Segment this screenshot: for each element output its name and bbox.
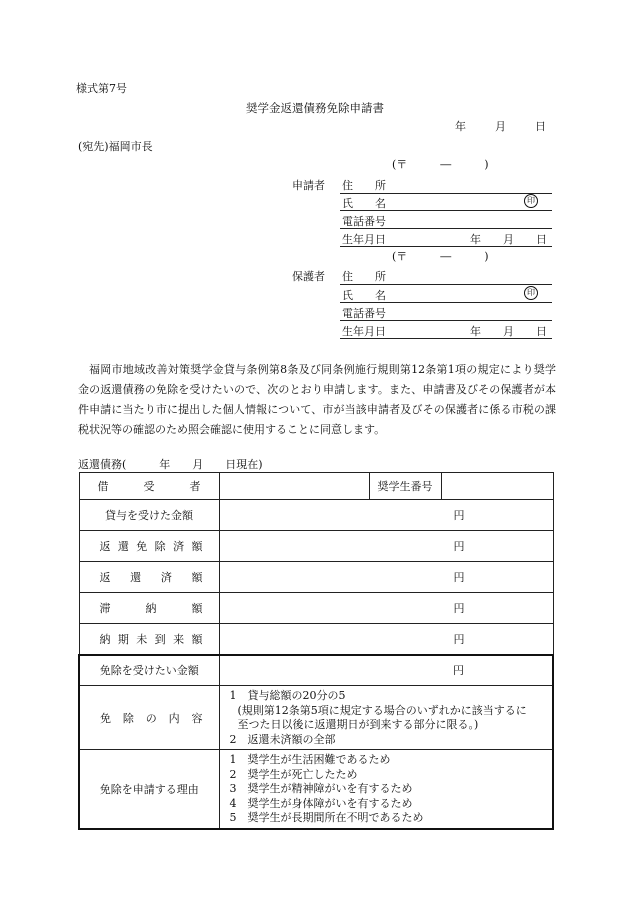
- applicant-birth-label: 生年月日: [342, 233, 386, 246]
- amount-row: [79, 593, 553, 624]
- guardian-seal-mark: 印: [524, 286, 538, 300]
- consent-statement: 福岡市地域改善対策奨学金貸与条例第8条及び同条例施行規則第12条第1項の規定により奨学金の返還債務の免除を受けたいので、次のとおり申請します。また、申請書及びその保護者が本件申請に当たり市に提出した個人情報について、市が当該申請者及びその保護者に係る市税の課税状況等の確認のため照会確認に使用することに同意します。: [78, 363, 556, 436]
- borrower-label: 借 受 者: [97, 480, 201, 493]
- amount-row: [79, 562, 553, 593]
- application-date: 年 月 日: [455, 120, 546, 133]
- guardian-birth-label: 生年月日: [342, 325, 386, 338]
- applicant-role-label: 申請者: [292, 179, 325, 192]
- applicant-birth-ymd: 年 月 日: [470, 233, 547, 246]
- guardian-phone-line: [340, 320, 552, 321]
- amount-cell-exempted[interactable]: 円: [219, 531, 553, 562]
- amount-row: [79, 500, 553, 531]
- applicant-phone-line: [340, 228, 552, 229]
- applicant-seal-mark: 印: [524, 194, 538, 208]
- applicant-address-line: [340, 193, 552, 194]
- document-title: 奨学金返還債務免除申請書: [246, 101, 384, 115]
- amount-label-repaid: 返 還 済 額: [99, 571, 203, 584]
- borrower-row: [79, 473, 553, 500]
- addressee: (宛先)福岡市長: [78, 140, 153, 153]
- amount-label-delinquent: 滞 納 額: [99, 602, 203, 615]
- applicant-phone-label: 電話番号: [342, 215, 386, 228]
- applicant-address-label: 住 所: [342, 179, 386, 192]
- exemption-content-label: 免 除 の 内 容: [100, 711, 203, 725]
- debt-table: [78, 472, 554, 830]
- applicant-postal: (〒 ― ): [392, 158, 489, 171]
- applicant-name-label: 氏 名: [342, 197, 386, 210]
- amount-cell-delinquent[interactable]: 円: [219, 593, 553, 624]
- amount-cell-repaid[interactable]: 円: [219, 562, 553, 593]
- exemption-reason-label: 免除を申請する理由: [79, 750, 219, 829]
- exemption-reason-row: [79, 750, 553, 829]
- applicant-name-line: [340, 210, 552, 211]
- exemption-content-options[interactable]: 1 貸与総額の20分の5 (規則第12条第5項に規定する場合のいずれかに該当するに 至つた日以後に返還期日が到来する部分に限る。) 2 返還未済額の全部: [219, 686, 553, 750]
- exemption-reason-options[interactable]: 1 奨学生が生活困難であるため 2 奨学生が死亡したため 3 奨学生が精神障がいを有するため 4 奨学生が身体障がいを有するため 5 奨学生が長期間所在不明であるため: [219, 750, 553, 829]
- guardian-birth-line: [340, 338, 552, 339]
- borrower-input-cell[interactable]: [219, 473, 369, 500]
- guardian-address-line: [340, 284, 552, 285]
- amount-cell-loaned[interactable]: 円: [219, 500, 553, 531]
- amount-row: [79, 531, 553, 562]
- guardian-birth-ymd: 年 月 日: [470, 325, 547, 338]
- guardian-name-label: 氏 名: [342, 289, 386, 302]
- exemption-content-row: [79, 686, 553, 750]
- amount-label-loaned: 貸与を受けた金額: [79, 500, 219, 531]
- amount-row: [79, 624, 553, 655]
- form-number: 様式第7号: [76, 82, 127, 95]
- requested-amount-cell[interactable]: 円: [219, 655, 553, 686]
- guardian-role-label: 保護者: [292, 270, 325, 283]
- amount-label-exempted: 返 還 免 除 済 額: [99, 540, 203, 553]
- guardian-name-line: [340, 302, 552, 303]
- requested-amount-label: 免除を受けたい金額: [79, 655, 219, 686]
- borrower-label-cell: [79, 473, 219, 500]
- guardian-postal: (〒 ― ): [392, 250, 489, 263]
- requested-amount-row: [79, 655, 553, 686]
- student-number-input-cell[interactable]: [441, 473, 553, 500]
- debt-heading: 返還債務( 年 月 日現在): [78, 458, 263, 471]
- applicant-birth-line: [340, 246, 552, 247]
- amount-cell-not-yet-due[interactable]: 円: [219, 624, 553, 655]
- guardian-address-label: 住 所: [342, 270, 386, 283]
- amount-label-not-yet-due: 納 期 未 到 来 額: [99, 632, 203, 646]
- guardian-phone-label: 電話番号: [342, 307, 386, 320]
- student-number-label: 奨学生番号: [369, 473, 441, 500]
